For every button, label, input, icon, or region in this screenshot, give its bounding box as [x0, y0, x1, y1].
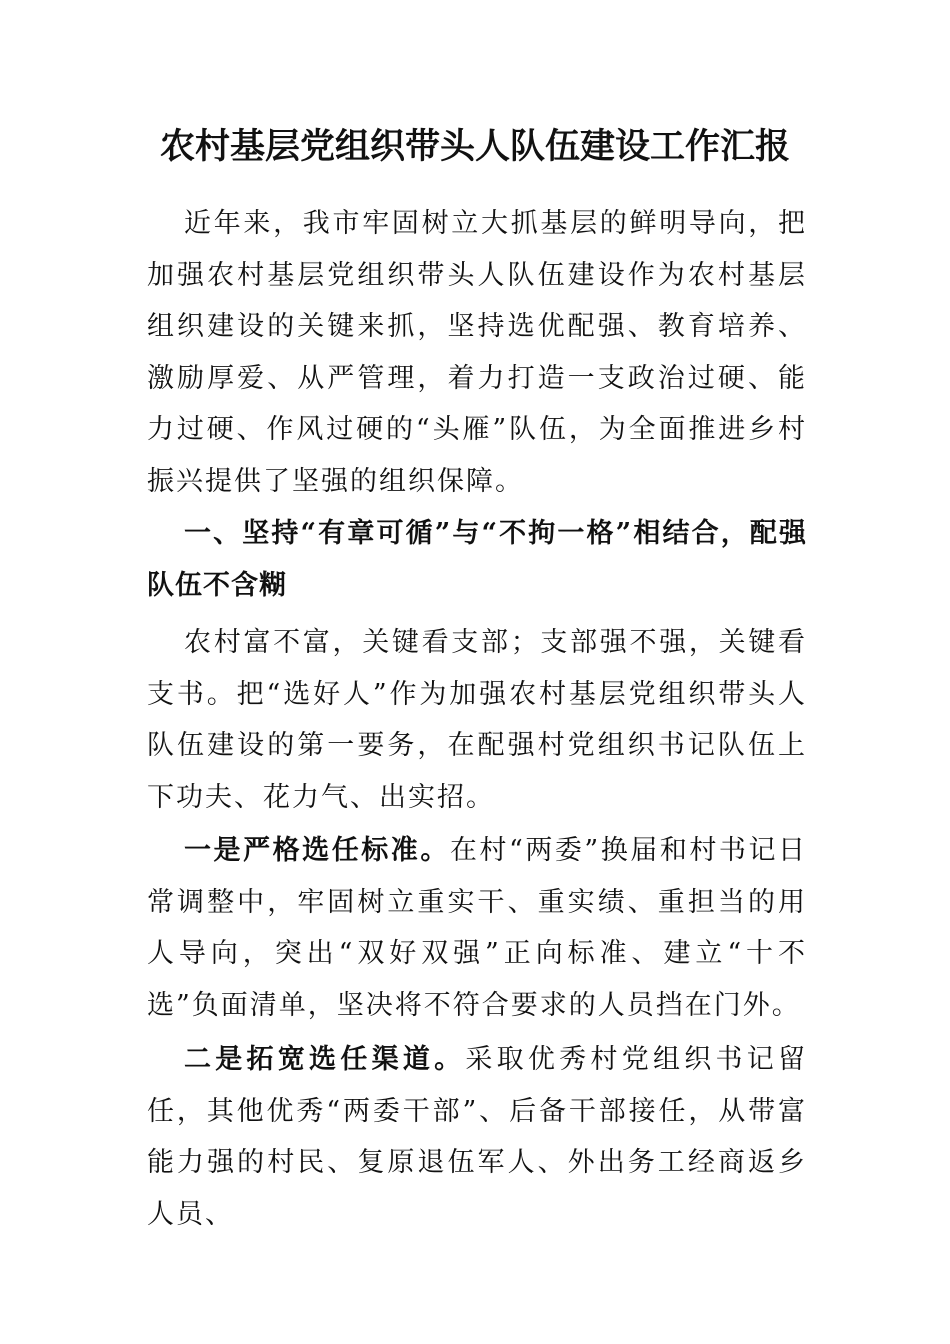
intro-paragraph: 近年来，我市牢固树立大抓基层的鲜明导向，把加强农村基层党组织带头人队伍建设作为农村基层组织建设的关键来抓，坚持选优配强、教育培养、激励厚爱、从严管理，着力打造一支政治过硬、能力过硬、作风过硬的“头雁”队伍，为全面推进乡村振兴提供了坚强的组织保障。: [147, 208, 807, 497]
document-title: 农村基层党组织带头人队伍建设工作汇报: [159, 126, 790, 167]
point-paragraph-2: [147, 1034, 807, 1240]
section-heading-1: 一、坚持“有章可循”与“不拘一格”相结合，配强队伍不含糊: [147, 518, 807, 601]
point-lead-1: 一是严格选任标准。: [184, 835, 450, 866]
point-lead-2: 二是拓宽选任渠道。: [184, 1044, 466, 1075]
section-paragraph: 农村富不富，关键看支部；支部强不强，关键看支书。把“选好人”作为加强农村基层党组织带头人队伍建设的第一要务，在配强村党组织书记队伍上下功夫、花力气、出实招。: [147, 627, 807, 813]
point-paragraph-1: [147, 825, 807, 1031]
point-text-2: 采取优秀村党组织书记留任，其他优秀“两委干部”、后备干部接任，从带富能力强的村民、复原退伍军人、外出务工经商返乡人员、: [147, 1044, 808, 1230]
point-text-1: 在村“两委”换届和村书记日常调整中，牢固树立重实干、重实绩、重担当的用人导向，突出“双好双强”正向标准、建立“十不选”负面清单，坚决将不符合要求的人员挡在门外。: [147, 835, 808, 1021]
